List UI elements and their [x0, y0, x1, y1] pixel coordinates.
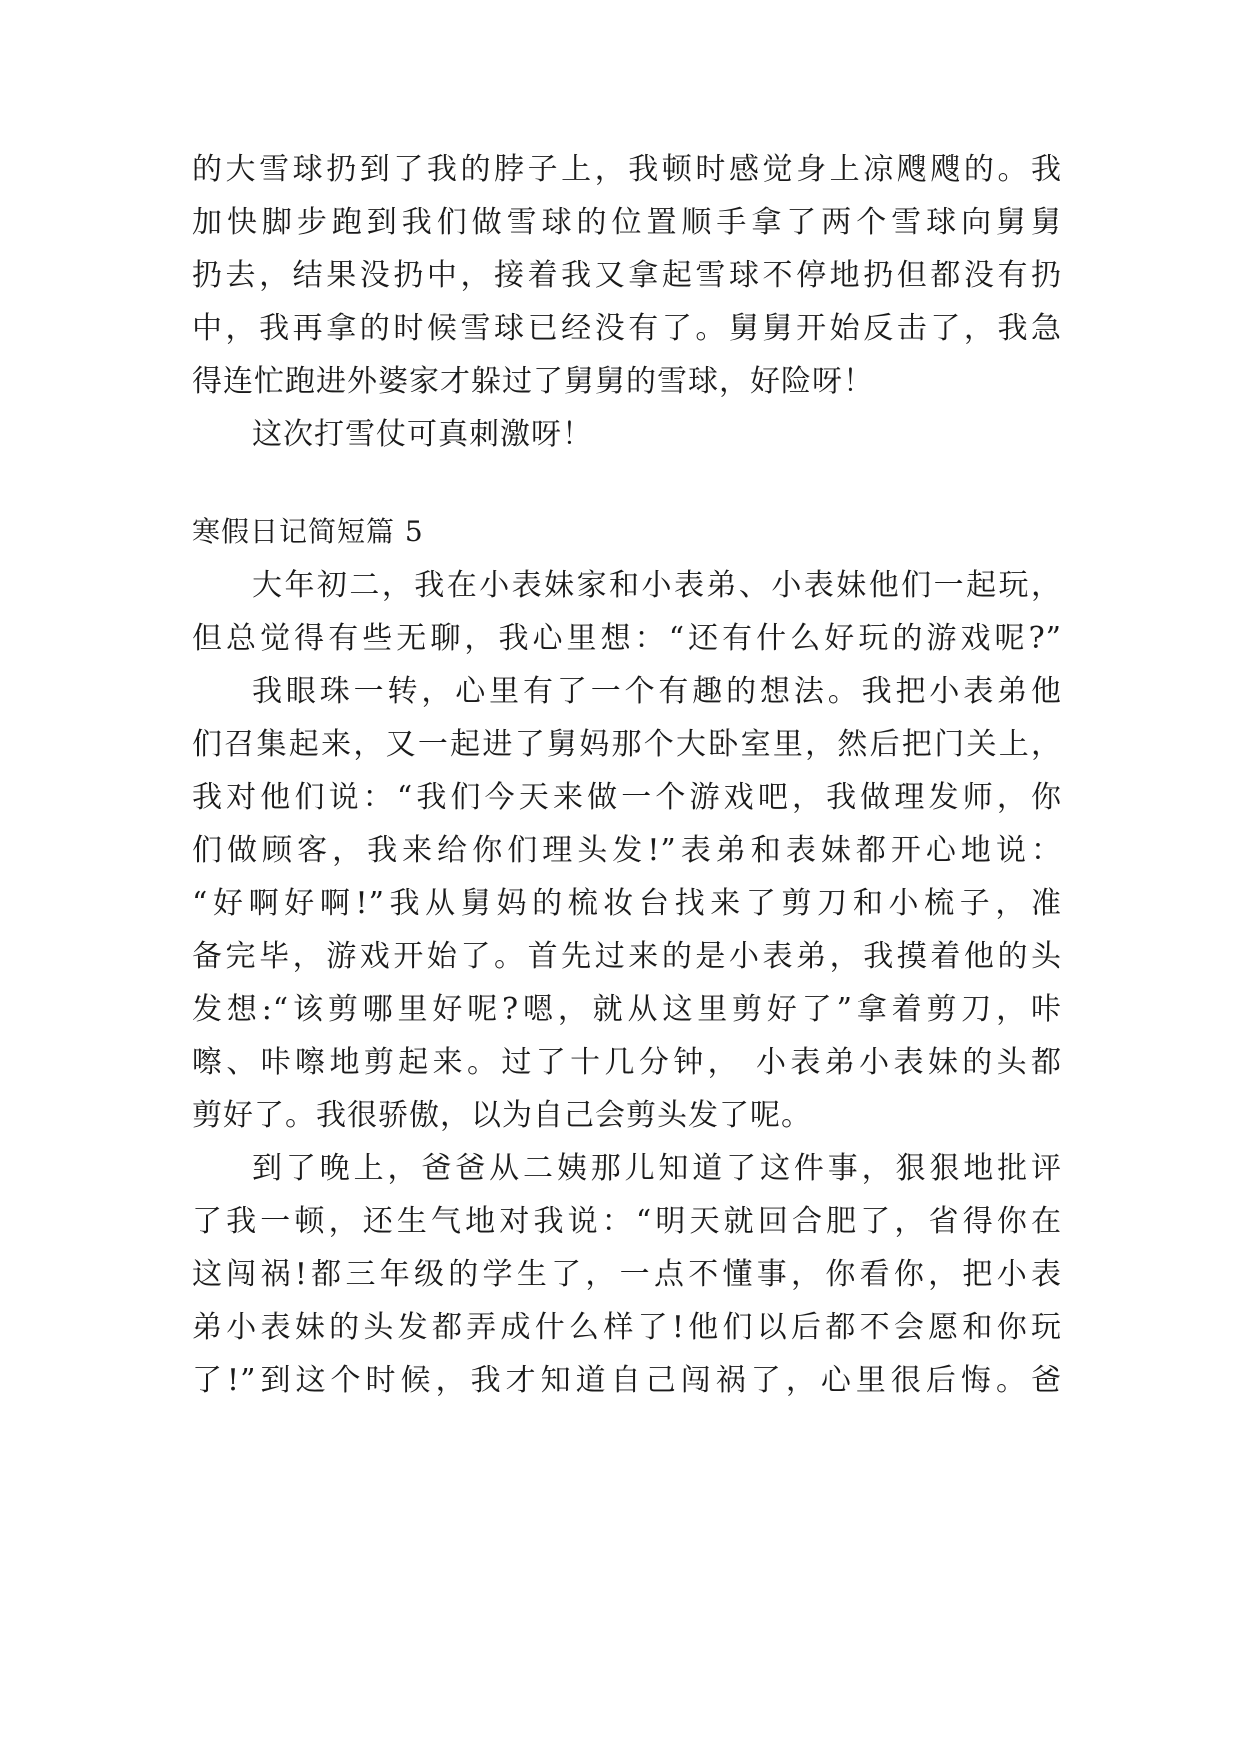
text-line: 剪好了。我很骄傲，以为自己会剪头发了呢。 — [192, 1098, 812, 1133]
text-line: 们做顾客，我来给你们理头发!”表弟和表妹都开心地说： — [192, 833, 1062, 868]
text-line: 得连忙跑进外婆家才躲过了舅舅的雪球，好险呀！ — [192, 364, 874, 399]
text-line: 加快脚步跑到我们做雪球的位置顺手拿了两个雪球向舅舅 — [192, 205, 1062, 240]
text-line: 了!”到这个时候，我才知道自己闯祸了，心里很后悔。爸 — [192, 1363, 1062, 1398]
text-line: 嚓、咔嚓地剪起来。过了十几分钟， 小表弟小表妹的头都 — [192, 1045, 1062, 1080]
text-line: 这闯祸!都三年级的学生了，一点不懂事，你看你，把小表 — [192, 1257, 1062, 1292]
text-line: 但总觉得有些无聊，我心里想：“还有什么好玩的游戏呢?” — [192, 621, 1062, 656]
text-line: 这次打雪仗可真刺激呀！ — [252, 417, 593, 452]
text-line: 们召集起来，又一起进了舅妈那个大卧室里，然后把门关上， — [192, 727, 1062, 762]
text-line: 我眼珠一转，心里有了一个有趣的想法。我把小表弟他 — [252, 674, 1062, 709]
text-line: 了我一顿，还生气地对我说：“明天就回合肥了，省得你在 — [192, 1204, 1062, 1239]
text-line: 大年初二，我在小表妹家和小表弟、小表妹他们一起玩， — [252, 568, 1062, 603]
section-title: 寒假日记简短篇 5 — [192, 515, 424, 548]
text-line: 的大雪球扔到了我的脖子上，我顿时感觉身上凉飕飕的。我 — [192, 152, 1062, 187]
text-line: 我对他们说：“我们今天来做一个游戏吧，我做理发师，你 — [192, 780, 1062, 815]
text-line: 发想:“该剪哪里好呢?嗯，就从这里剪好了”拿着剪刀，咔 — [192, 992, 1062, 1027]
text-line: 到了晚上，爸爸从二姨那儿知道了这件事，狠狠地批评 — [252, 1151, 1062, 1186]
text-line: 弟小表妹的头发都弄成什么样了!他们以后都不会愿和你玩 — [192, 1310, 1062, 1345]
text-line: 扔去，结果没扔中，接着我又拿起雪球不停地扔但都没有扔 — [192, 258, 1062, 293]
text-line: 中，我再拿的时候雪球已经没有了。舅舅开始反击了，我急 — [192, 311, 1062, 346]
text-line: 备完毕，游戏开始了。首先过来的是小表弟，我摸着他的头 — [192, 939, 1062, 974]
text-line: “好啊好啊!”我从舅妈的梳妆台找来了剪刀和小梳子，准 — [192, 886, 1062, 921]
